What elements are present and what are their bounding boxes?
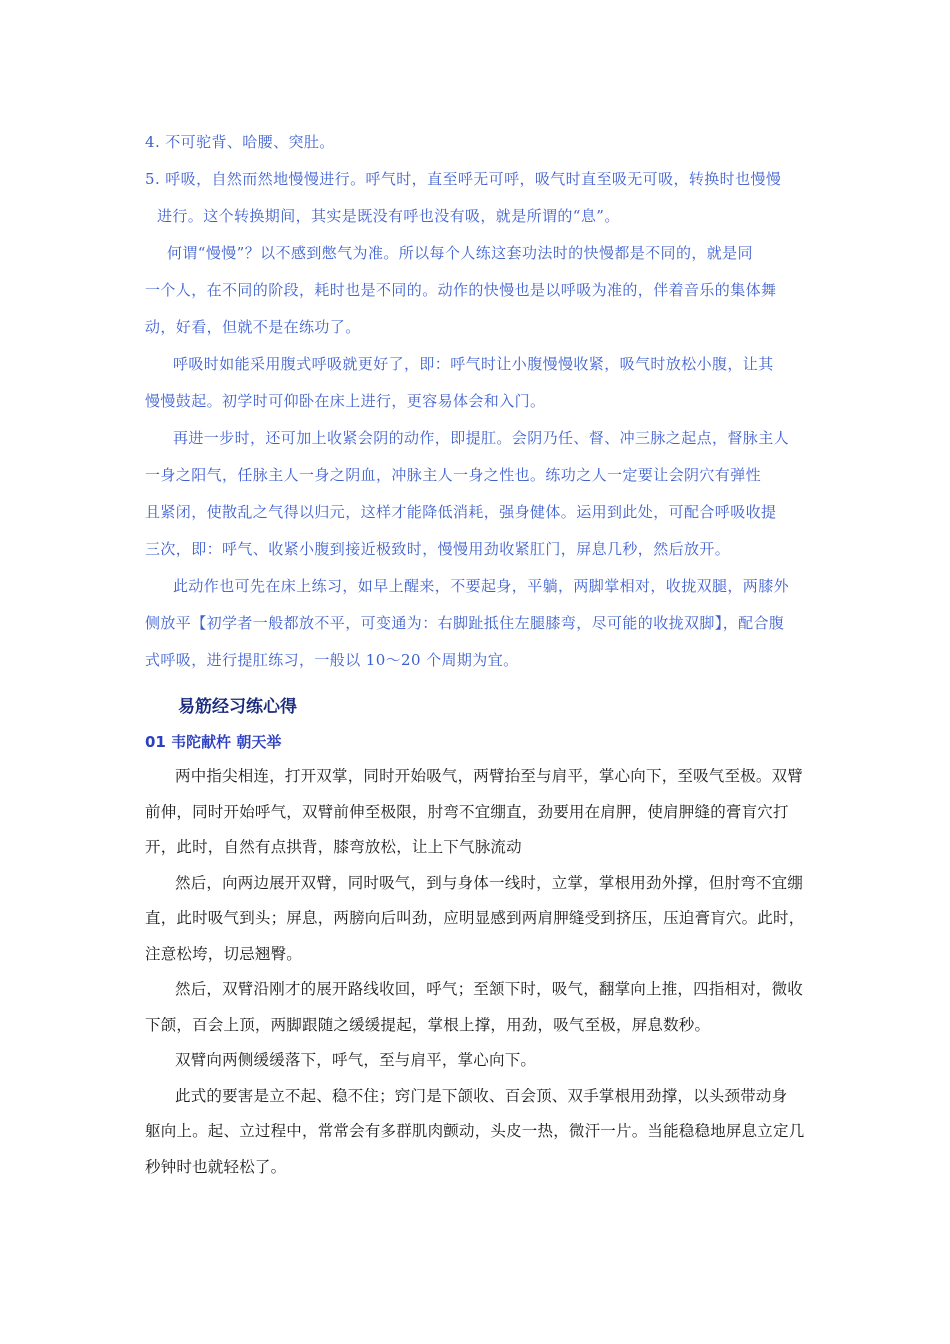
paragraph-line: 开，此时，自然有点拱背，膝弯放松，让上下气脉流动 (145, 838, 522, 856)
paragraph-line: 动，好看，但就不是在练功了。 (145, 318, 361, 336)
paragraph-line: 然后，向两边展开双臂，同时吸气，到与身体一线时，立掌，掌根用劲外撑，但肘弯不宜绷 (175, 873, 804, 892)
paragraph-line: 一身之阳气，任脉主人一身之阴血，冲脉主人一身之性也。练功之人一定要让会阴穴有弹性 (145, 466, 762, 484)
paragraph-line: 慢慢鼓起。初学时可仰卧在床上进行，更容易体会和入门。 (145, 392, 546, 410)
paragraph-line: 前伸，同时开始呼气，双臂前伸至极限，肘弯不宜绷直，劲要用在肩胛，使肩胛缝的膏肓穴打 (145, 802, 789, 821)
paragraph-line: 双臂向两侧缓缓落下，呼气，至与肩平，掌心向下。 (175, 1051, 537, 1069)
paragraph-line: 式呼吸，进行提肛练习，一般以 10～20 个周期为宜。 (145, 651, 519, 669)
paragraph-line: 且紧闭，使散乱之气得以归元，这样才能降低消耗，强身健体。运用到此处，可配合呼吸收提 (145, 503, 777, 521)
paragraph-line: 再进一步时，还可加上收紧会阴的动作，即提肛。会阴乃任、督、冲三脉之起点，督脉主人 (173, 429, 790, 447)
note-item-5: 5. 呼吸，自然而然地慢慢进行。呼气时，直至呼无可呼，吸气时直至吸无可吸，转换时也慢慢 (145, 170, 782, 188)
paragraph-line: 直，此时吸气到头；屏息，两膀向后叫劲，应明显感到两肩胛缝受到挤压，压迫膏肓穴。此时， (145, 909, 805, 927)
note-item-4: 4. 不可驼背、哈腰、突肚。 (145, 133, 335, 151)
paragraph-line: 此式的要害是立不起、稳不住；窍门是下颌收、百会顶、双手掌根用劲撑，以头颈带动身 (175, 1086, 788, 1105)
paragraph-line: 侧放平【初学者一般都放不平，可变通为：右脚趾抵住左腿膝弯，尽可能的收拢双脚】，配合腹 (145, 614, 785, 632)
paragraph-line: 然后，双臂沿刚才的展开路线收回，呼气；至颔下时，吸气，翻掌向上推，四指相对，微收 (175, 980, 804, 998)
paragraph-line: 呼吸时如能采用腹式呼吸就更好了，即：呼气时让小腹慢慢收紧，吸气时放松小腹，让其 (173, 355, 774, 373)
note-item-5-cont: 进行。这个转换期间，其实是既没有呼也没有吸，就是所谓的“息”。 (157, 207, 620, 225)
paragraph-line: 躯向上。起、立过程中，常常会有多群肌肉颤动，头皮一热，微汗一片。当能稳稳地屏息立定几 (145, 1122, 805, 1140)
practice-notes (145, 759, 810, 1185)
paragraph-line: 一个人，在不同的阶段，耗时也是不同的。动作的快慢也是以呼吸为准的，伴着音乐的集体舞 (145, 281, 777, 299)
paragraph-line: 注意松垮，切忌翘臀。 (145, 944, 303, 963)
paragraph-line: 秒钟时也就轻松了。 (145, 1157, 287, 1176)
breathing-notes (145, 124, 810, 679)
paragraph-line: 三次，即：呼气、收紧小腹到接近极致时，慢慢用劲收紧肛门，屏息几秒，然后放开。 (145, 540, 731, 558)
paragraph-line: 此动作也可先在床上练习，如早上醒来，不要起身，平躺，两脚掌相对，收拢双腿，两膝外 (173, 577, 790, 595)
paragraph-line: 下颌，百会上顶，两脚跟随之缓缓提起，掌根上撑，用劲，吸气至极，屏息数秒。 (145, 1015, 711, 1034)
section-title: 易筋经习练心得 (178, 697, 297, 717)
paragraph-line: 两中指尖相连，打开双掌，同时开始吸气，两臂抬至与肩平，掌心向下，至吸气至极。双臂 (175, 767, 804, 785)
paragraph-line: 何谓“慢慢”？以不感到憋气为准。所以每个人练这套功法时的快慢都是不同的，就是同 (167, 244, 753, 262)
subsection-title: 01 韦陀献杵 朝天举 (145, 733, 282, 751)
